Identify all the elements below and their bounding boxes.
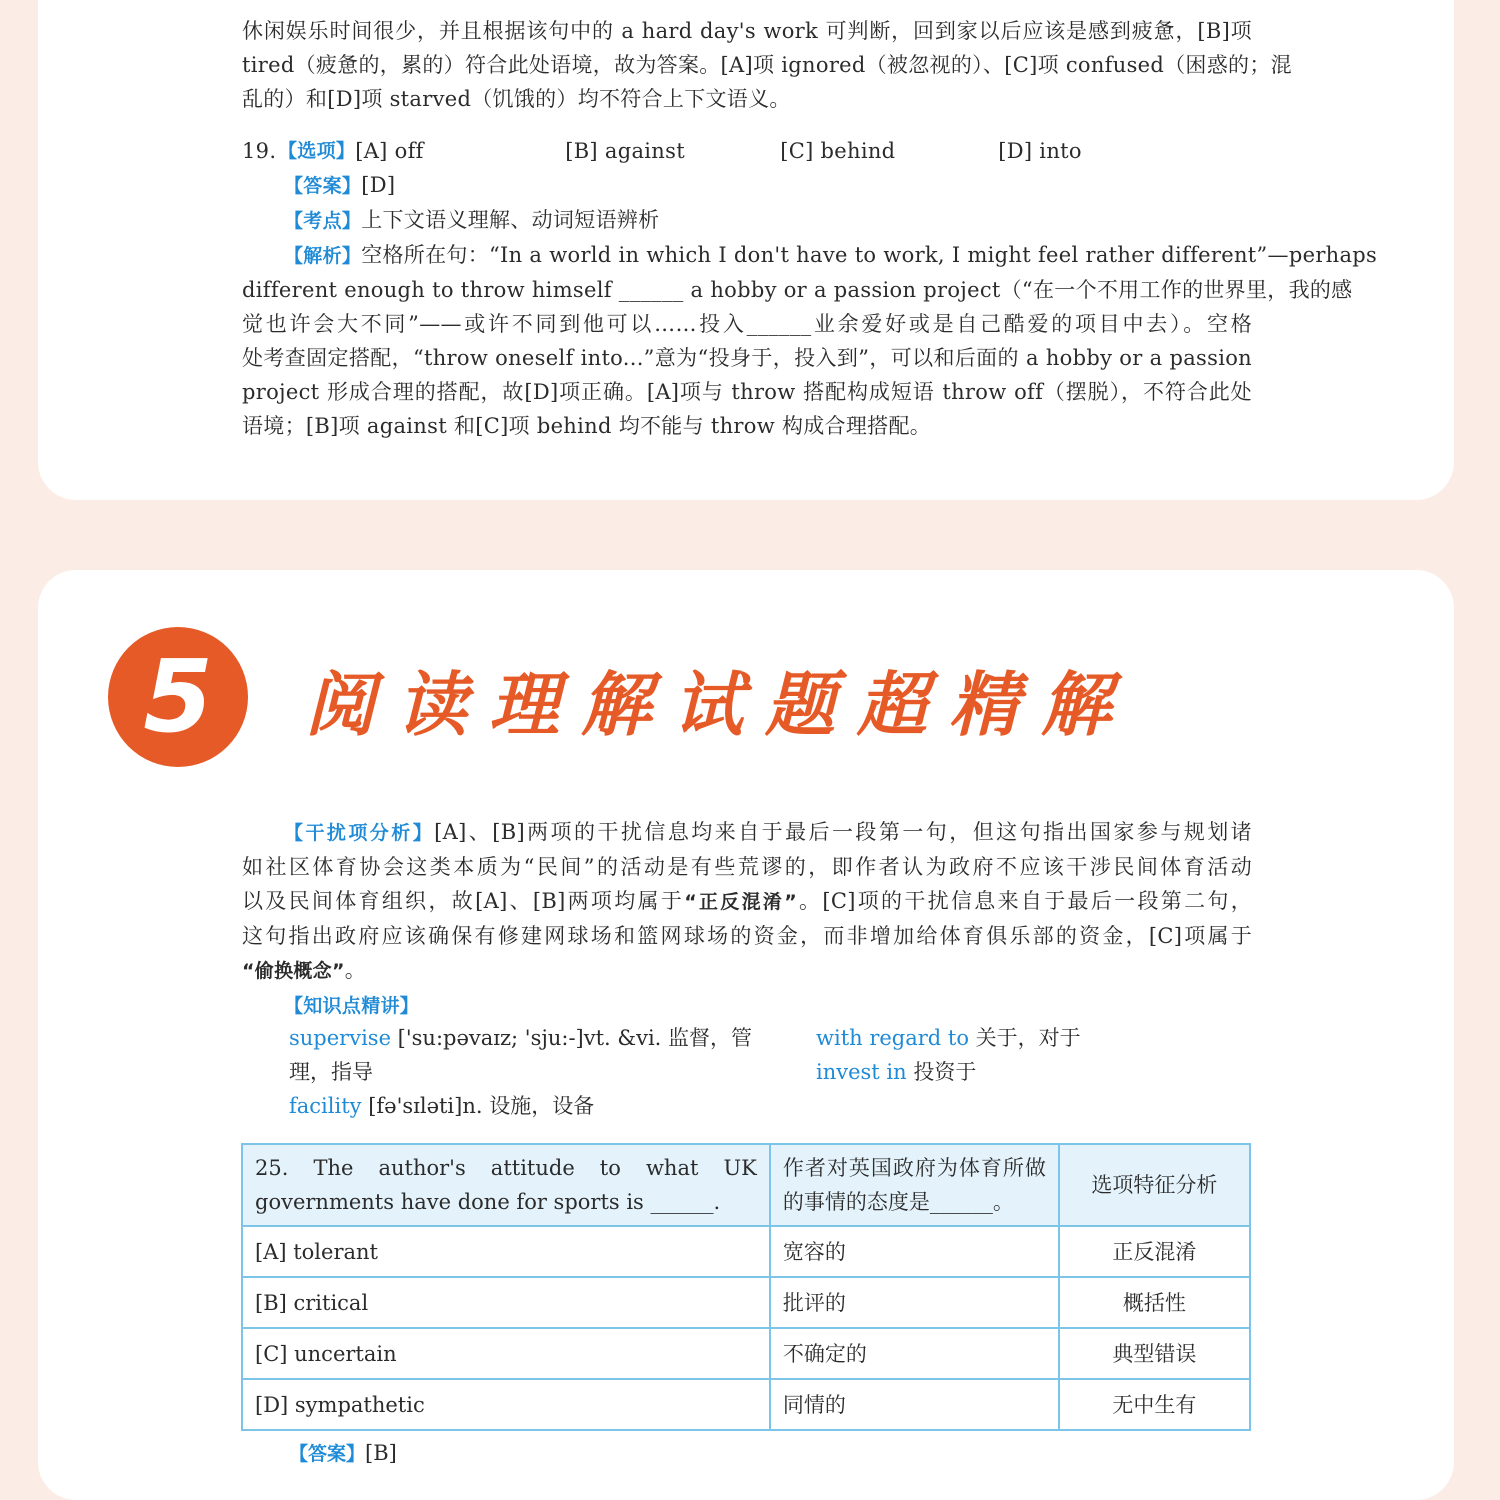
knowledge-tag: 【知识点精讲】 [284, 995, 420, 1017]
vocab-def: ['su:pəvaɪz; 'sju:-]vt. &vi. 监督，管 [391, 1026, 753, 1050]
keyword-bold: “偷换概念” [242, 960, 345, 982]
distractor-text: 以及民间体育组织，故[A]、[B]两项均属于 [242, 889, 685, 913]
vocab-invest-in [816, 1055, 976, 1089]
q19-block [242, 134, 1378, 443]
answer-tag: 【答案】 [289, 1443, 366, 1465]
vocab-word: supervise [289, 1026, 391, 1050]
q19-analysis-first [242, 238, 1378, 273]
option-b: [B] against [565, 139, 685, 163]
vocab-with-regard-to [816, 1021, 1081, 1055]
q18-explanation [242, 14, 1292, 116]
translation-cell: 同情的 [770, 1379, 1059, 1430]
table-row [242, 1277, 1250, 1328]
feature-cell: 正反混淆 [1059, 1226, 1250, 1277]
q19-options-row [242, 134, 1252, 168]
vocab-facility [289, 1089, 594, 1123]
table-header-feature: 选项特征分析 [1059, 1144, 1250, 1226]
feature-cell: 概括性 [1059, 1277, 1250, 1328]
distractor-text: [A]、[B]两项的干扰信息均来自于最后一段第一句，但这句指出国家参与规划诸 [434, 820, 1252, 844]
distractor-analysis [242, 815, 1252, 1023]
vocab-word: invest in [816, 1060, 907, 1084]
distractor-line: 如社区体育协会这类本质为“民间”的活动是有些荒谬的，即作者认为政府不应该干涉民间体育活动 [242, 855, 1252, 879]
option-d: [D] into [998, 139, 1082, 163]
option-cell: [A] tolerant [242, 1226, 770, 1277]
vocab-word: with regard to [816, 1026, 969, 1050]
knowledge-heading [242, 988, 1252, 1023]
table-row [242, 1379, 1250, 1430]
distractor-line: 这句指出政府应该确保有修建网球场和篮网球场的资金，而非增加给体育俱乐部的资金，[C]项属于 [242, 924, 1252, 948]
distractor-line [242, 953, 1252, 988]
q18-line: tired（疲惫的，累的）符合此处语境，故为答案。[A]项 ignored（被忽视的）、[C]项 confused（困惑的；混 [242, 53, 1292, 77]
feature-cell: 典型错误 [1059, 1328, 1250, 1379]
option-cell: [C] uncertain [242, 1328, 770, 1379]
vocab-def: [fə'sɪləti]n. 设施，设备 [361, 1094, 595, 1118]
answer-tag: 【答案】 [284, 175, 362, 197]
distractor-text: 。[C]项的干扰信息来自于最后一段第二句， [797, 889, 1253, 913]
option-cell: [B] critical [242, 1277, 770, 1328]
vocab-def: 关于，对于 [969, 1026, 1081, 1050]
vocab-supervise-cont: 理，指导 [289, 1060, 373, 1084]
keyword-bold: “正反混淆” [684, 891, 798, 913]
section-number-badge: 5 [108, 627, 248, 767]
q19-point [242, 203, 1252, 238]
answer-value: [B] [365, 1441, 397, 1465]
vocab-supervise [289, 1021, 752, 1055]
translation-cell: 不确定的 [770, 1328, 1059, 1379]
vocab-word: facility [289, 1094, 362, 1118]
distractor-text: 。 [344, 958, 367, 982]
section-title: 阅读理解试题超精解 [305, 664, 1133, 746]
option-c: [C] behind [780, 139, 896, 163]
analysis-line: project 形成合理的搭配，故[D]项正确。[A]项与 throw 搭配构成短语 throw off（摆脱），不符合此处 [242, 380, 1252, 404]
option-cell: [D] sympathetic [242, 1379, 770, 1430]
point-value: 上下文语义理解、动词短语辨析 [361, 208, 660, 232]
q19-number: 19. [242, 139, 277, 163]
q25-answer [289, 1436, 397, 1471]
q18-line: 乱的）和[D]项 starved（饥饿的）均不符合上下文语义。 [242, 87, 791, 111]
vocab-def: 投资于 [906, 1060, 977, 1084]
analysis-line: 语境；[B]项 against 和[C]项 behind 均不能与 throw 构成合理搭配。 [242, 414, 932, 438]
option-analysis-table [241, 1143, 1251, 1431]
distractor-tag: 【干扰项分析】 [284, 822, 435, 844]
distractor-first-line [242, 815, 1252, 850]
q18-line: 休闲娱乐时间很少，并且根据该句中的 a hard day's work 可判断，回到家以后应该是感到疲惫，[B]项 [242, 19, 1252, 43]
analysis-line: 处考查固定搭配，“throw oneself into...”意为“投身于，投入到”，可以和后面的 a hobby or a passion [242, 346, 1252, 370]
point-tag: 【考点】 [284, 210, 362, 232]
q19-answer [242, 168, 1252, 203]
analysis-line: different enough to throw himself ______ a hobby or a passion project（“在一个不用工作的世界里，我的感 [242, 278, 1353, 302]
translation-cell: 批评的 [770, 1277, 1059, 1328]
feature-cell: 无中生有 [1059, 1379, 1250, 1430]
table-header-question: 25. The author's attitude to what UK governments have done for sports is ______. [242, 1144, 770, 1226]
options-tag: 【选项】 [278, 140, 356, 162]
analysis-line: 觉也许会大不同”——或许不同到他可以……投入______业余爱好或是自己酷爱的项目中去）。空格 [242, 312, 1252, 336]
table-header-row [242, 1144, 1250, 1226]
option-a: [A] off [355, 139, 424, 163]
analysis-text: 空格所在句：“In a world in which I don't have to work, I might feel rather different”—perhaps [361, 243, 1378, 267]
answer-value: [D] [361, 173, 396, 197]
table-header-translation: 作者对英国政府为体育所做的事情的态度是______。 [770, 1144, 1059, 1226]
translation-cell: 宽容的 [770, 1226, 1059, 1277]
distractor-line [242, 884, 1252, 919]
analysis-tag: 【解析】 [284, 245, 362, 267]
table-row [242, 1328, 1250, 1379]
table-row [242, 1226, 1250, 1277]
